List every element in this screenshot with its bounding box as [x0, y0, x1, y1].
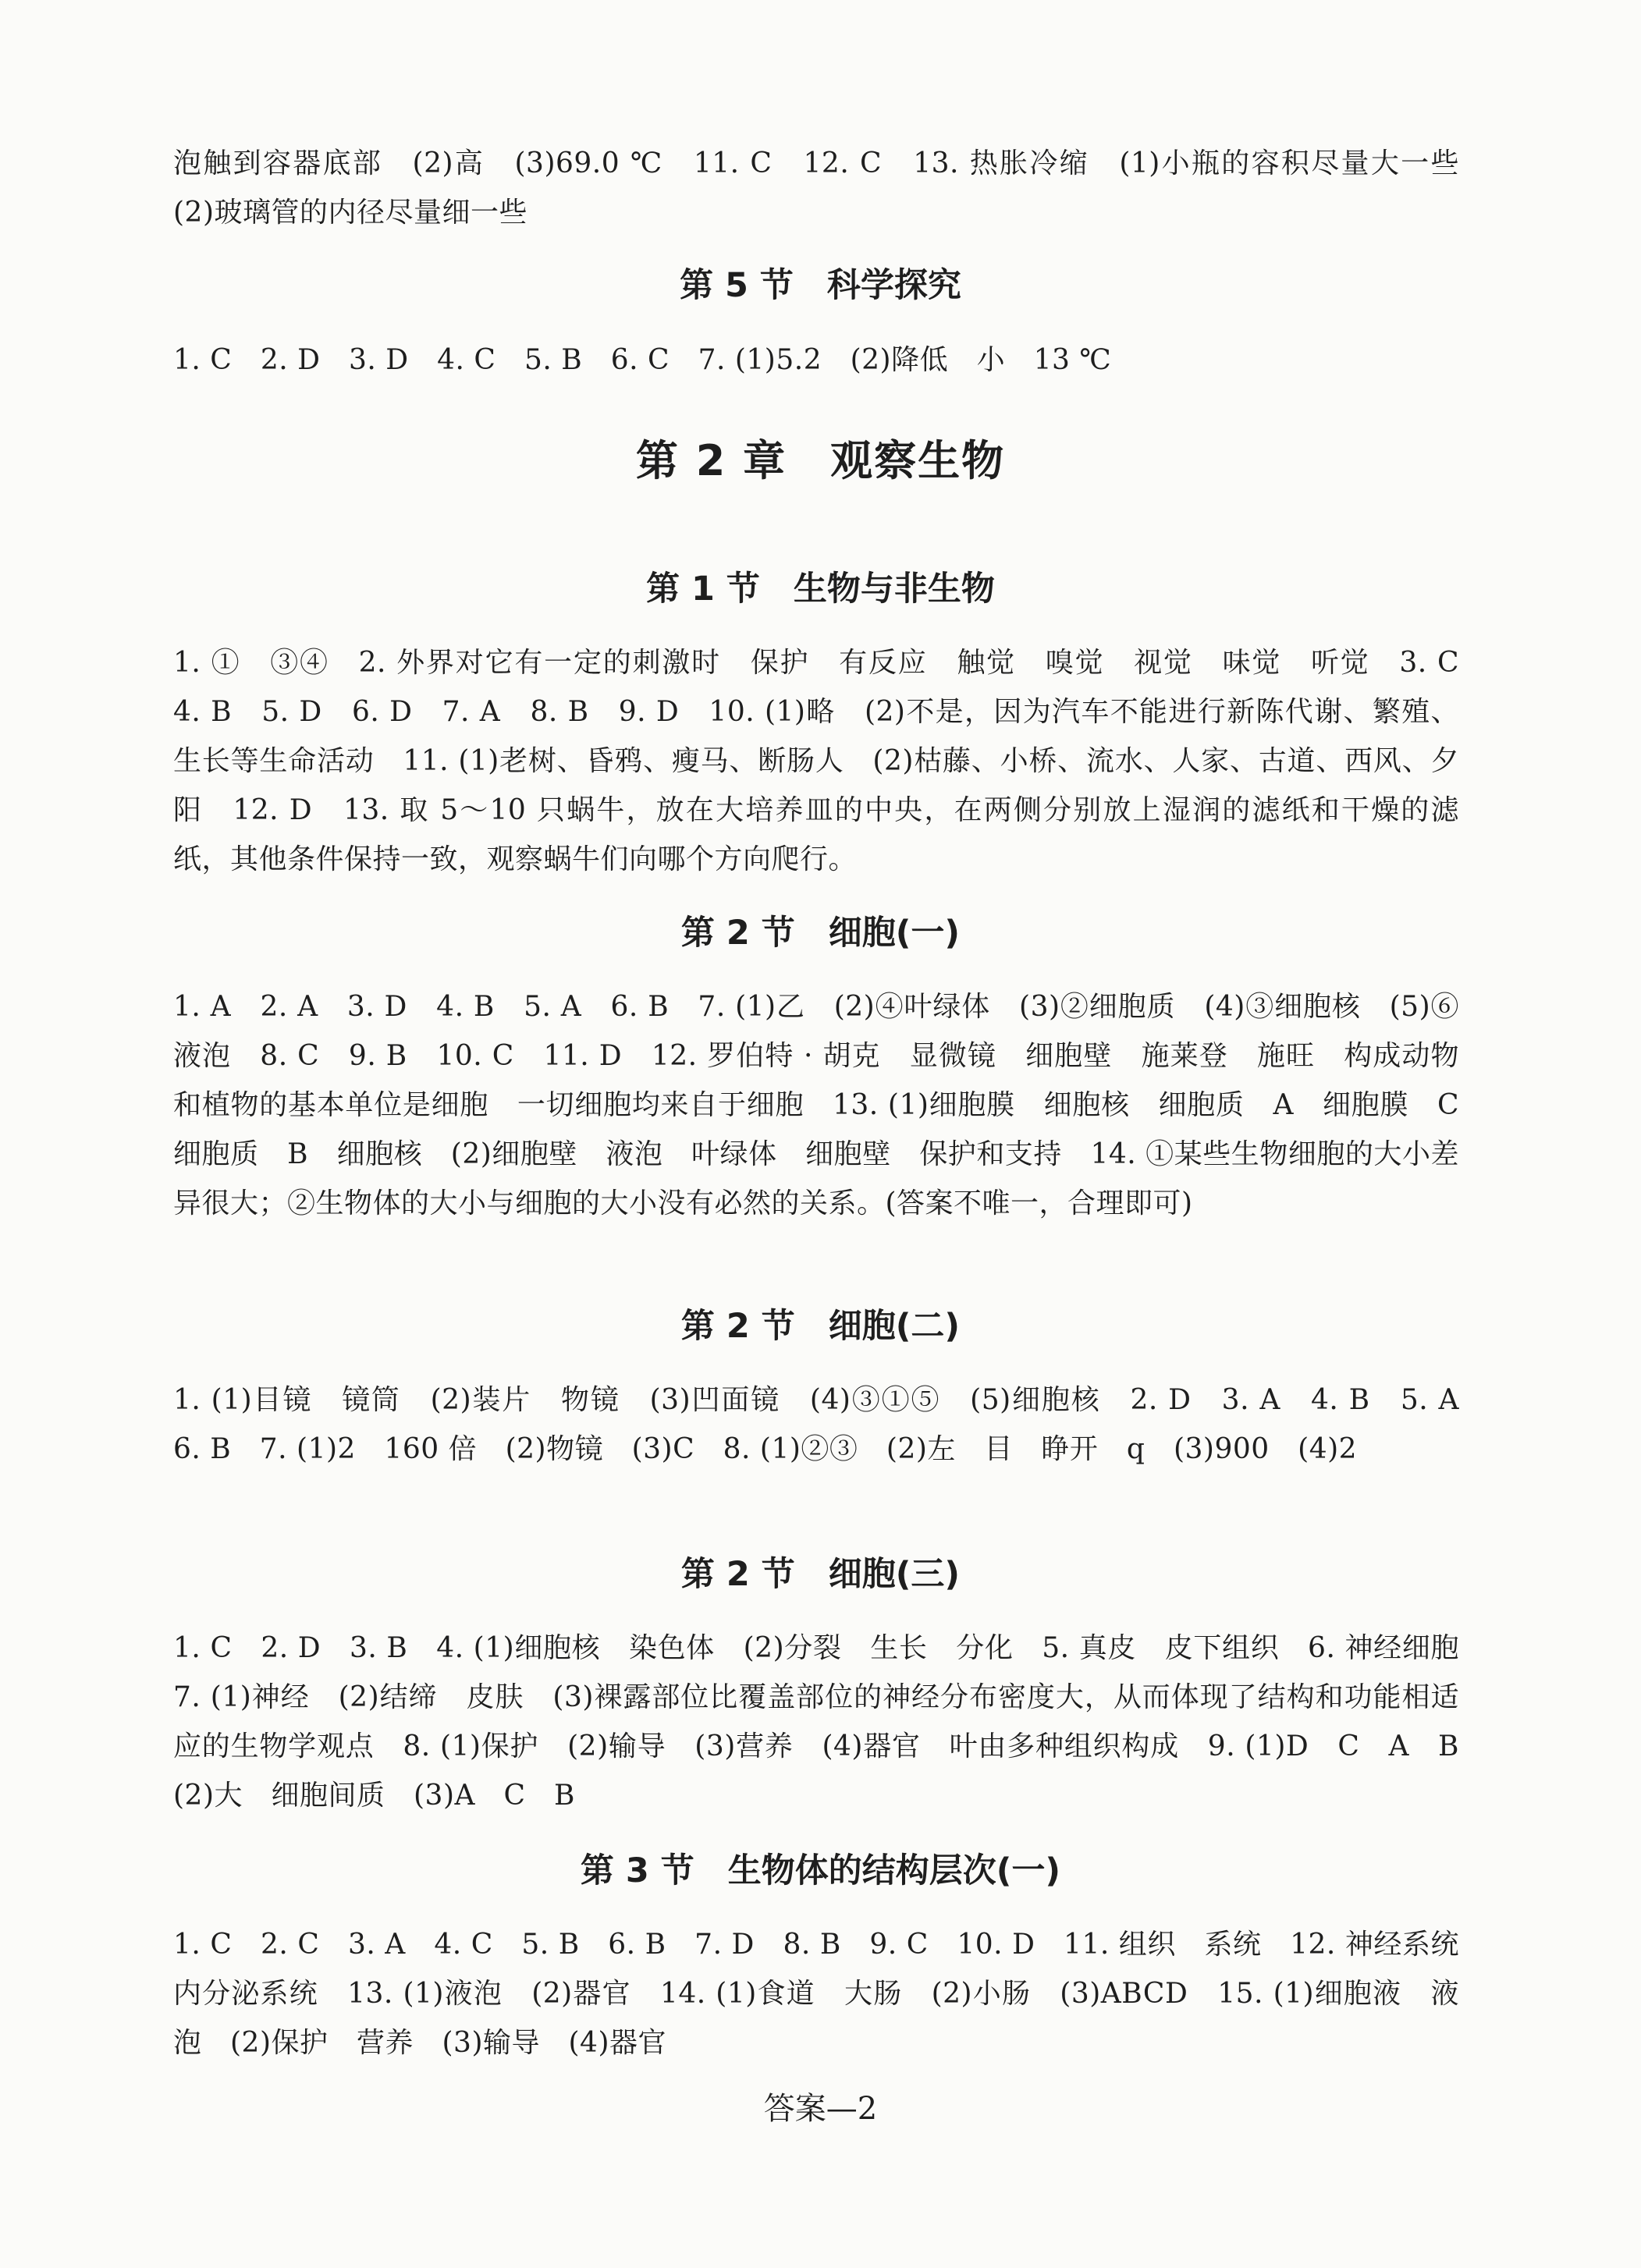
- section-text-s2c: 1. C 2. D 3. B 4. (1)细胞核 染色体 (2)分裂 生长 分化 5. 真皮 皮下组织 6. 神经细胞 7. (1)神经 (2)结缔 皮肤 (3)裸露部位比覆盖部位的神经分布密度大，从而体现了结构和功能相适应的生物学观点 8. (1)保护 (2)输导 (3)营养 (4)器官 叶由多种组织构成 9. (1)D C A B (2)大 细胞间质 (3)A C B: [173, 1632, 1488, 1812]
- section-text-s3: 1. C 2. C 3. A 4. C 5. B 6. B 7. D 8. B 9. C 10. D 11. 组织 系统 12. 神经系统 内分泌系统 13. (1)液泡 (2)器官 14. (1)食道 大肠 (2)小肠 (3)ABCD 15. (1)细胞液 液泡 (2)保护 营养 (3)输导 (4)器官: [173, 1929, 1488, 2059]
- section-text-s5: 1. C 2. D 3. D 4. C 5. B 6. C 7. (1)5.2 (2)降低 小 13 ℃: [173, 344, 1112, 376]
- section-text-s1: 1. ① ③④ 2. 外界对它有一定的刺激时 保护 有反应 触觉 嗅觉 视觉 味觉 听觉 3. C 4. B 5. D 6. D 7. A 8. B 9. D 10. (1)略 (2)不是，因为汽车不能进行新陈代谢、繁殖、生长等生命活动 11. (1)老树、昏鸦、瘦马、断肠人 (2)枯藤、小桥、流水、人家、古道、西风、夕阳 12. D 13. 取 5～10 只蜗牛，放在大培养皿的中央，在两侧分别放上湿润的滤纸和干燥的滤纸，其他条件保持一致，观察蜗牛们向哪个方向爬行。: [173, 647, 1488, 875]
- section-title-s2a: 第 2 节 细胞(一): [680, 914, 961, 953]
- section-title-s3: 第 3 节 生物体的结构层次(一): [580, 1851, 1061, 1890]
- section-title-s2b: 第 2 节 细胞(二): [680, 1307, 961, 1346]
- section-title-s2c: 第 2 节 细胞(三): [680, 1555, 961, 1594]
- chapter-title: 第 2 章 观察生物: [635, 436, 1006, 485]
- section-title-s5: 第 5 节 科学探究: [680, 266, 961, 305]
- intro-paragraph: 泡触到容器底部 (2)高 (3)69.0 ℃ 11. C 12. C 13. 热胀冷缩 (1)小瓶的容积尽量大一些 (2)玻璃管的内径尽量细一些: [173, 147, 1488, 229]
- page-number: 答案—2: [763, 2091, 878, 2127]
- section-title-s1: 第 1 节 生物与非生物: [646, 570, 995, 609]
- section-text-s2b: 1. (1)目镜 镜筒 (2)装片 物镜 (3)凹面镜 (4)③①⑤ (5)细胞核 2. D 3. A 4. B 5. A 6. B 7. (1)2 160 倍 (2)物镜 (3)C 8. (1)②③ (2)左 目 睁开 q (3)900 (4)2: [173, 1384, 1488, 1465]
- section-text-s2a: 1. A 2. A 3. D 4. B 5. A 6. B 7. (1)乙 (2)④叶绿体 (3)②细胞质 (4)③细胞核 (5)⑥液泡 8. C 9. B 10. C 11. D 12. 罗伯特 · 胡克 显微镜 细胞壁 施莱登 施旺 构成动物和植物的基本单位是细胞 一切细胞均来自于细胞 13. (1)细胞膜 细胞核 细胞质 A 细胞膜 C 细胞质 B 细胞核 (2)细胞壁 液泡 叶绿体 细胞壁 保护和支持 14. ①某些生物细胞的大小差异很大；②生物体的大小与细胞的大小没有必然的关系。(答案不唯一，合理即可): [173, 991, 1488, 1219]
